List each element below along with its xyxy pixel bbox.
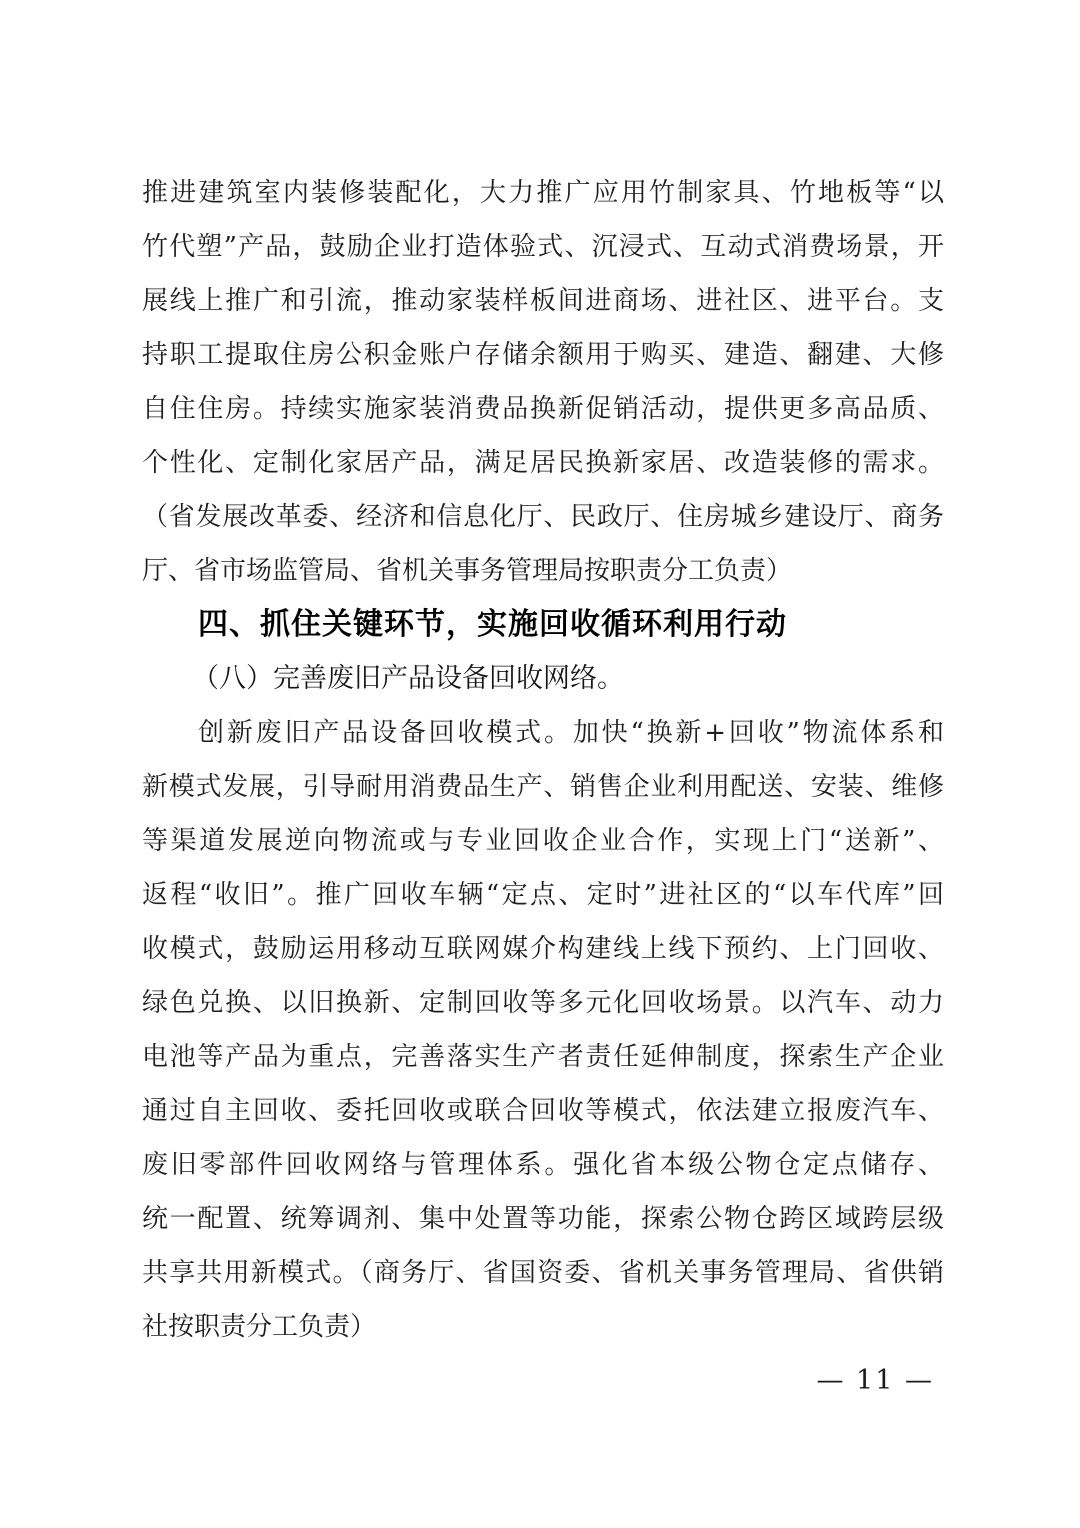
paragraph-line: 个性化、定制化家居产品，满足居民换新家居、改造装修的需求。 xyxy=(142,448,944,478)
paragraph-line: 等渠道发展逆向物流或与专业回收企业合作，实现上门“送新”、 xyxy=(142,826,944,856)
section-heading: 四、抓住关键环节，实施回收循环利用行动 xyxy=(198,607,787,642)
paragraph-line: 新模式发展，引导耐用消费品生产、销售企业利用配送、安装、维修 xyxy=(142,772,944,802)
paragraph-line: 社按职责分工负责） xyxy=(142,1312,377,1342)
paragraph-line: 推进建筑室内装修装配化，大力推广应用竹制家具、竹地板等“以 xyxy=(142,178,944,208)
paragraph-line: 自住住房。持续实施家装消费品换新促销活动，提供更多高品质、 xyxy=(142,394,944,424)
paragraph-line: 持职工提取住房公积金账户存储余额用于购买、建造、翻建、大修 xyxy=(142,340,944,370)
paragraph-line: 创新废旧产品设备回收模式。加快“换新+回收”物流体系和 xyxy=(198,718,944,748)
paragraph-line: 厅、省市场监管局、省机关事务管理局按职责分工负责） xyxy=(142,556,793,586)
paragraph-line: 统一配置、统筹调剂、集中处置等功能，探索公物仓跨区域跨层级 xyxy=(142,1204,944,1234)
paragraph-line: 展线上推广和引流，推动家装样板间进商场、进社区、进平台。支 xyxy=(142,286,944,316)
paragraph-line: 返程“收旧”。推广回收车辆“定点、定时”进社区的“以车代库”回 xyxy=(142,880,944,910)
paragraph-line: 通过自主回收、委托回收或联合回收等模式，依法建立报废汽车、 xyxy=(142,1096,944,1126)
paragraph-line: 废旧零部件回收网络与管理体系。强化省本级公物仓定点储存、 xyxy=(142,1150,944,1180)
paragraph-line: 共享共用新模式。（商务厅、省国资委、省机关事务管理局、省供销 xyxy=(142,1258,944,1288)
paragraph-line: 收模式，鼓励运用移动互联网媒介构建线上线下预约、上门回收、 xyxy=(142,934,944,964)
document-text-block xyxy=(142,166,944,1408)
paragraph-line: 绿色兑换、以旧换新、定制回收等多元化回收场景。以汽车、动力 xyxy=(142,988,944,1018)
paragraph-line: 电池等产品为重点，完善落实生产者责任延伸制度，探索生产企业 xyxy=(142,1042,944,1072)
subsection-heading: （八）完善废旧产品设备回收网络。 xyxy=(192,663,624,694)
page-number: — 11 — xyxy=(816,1365,934,1396)
paragraph-line: （省发展改革委、经济和信息化厅、民政厅、住房城乡建设厅、商务 xyxy=(142,502,944,532)
paragraph-line: 竹代塑”产品，鼓励企业打造体验式、沉浸式、互动式消费场景，开 xyxy=(142,232,944,262)
